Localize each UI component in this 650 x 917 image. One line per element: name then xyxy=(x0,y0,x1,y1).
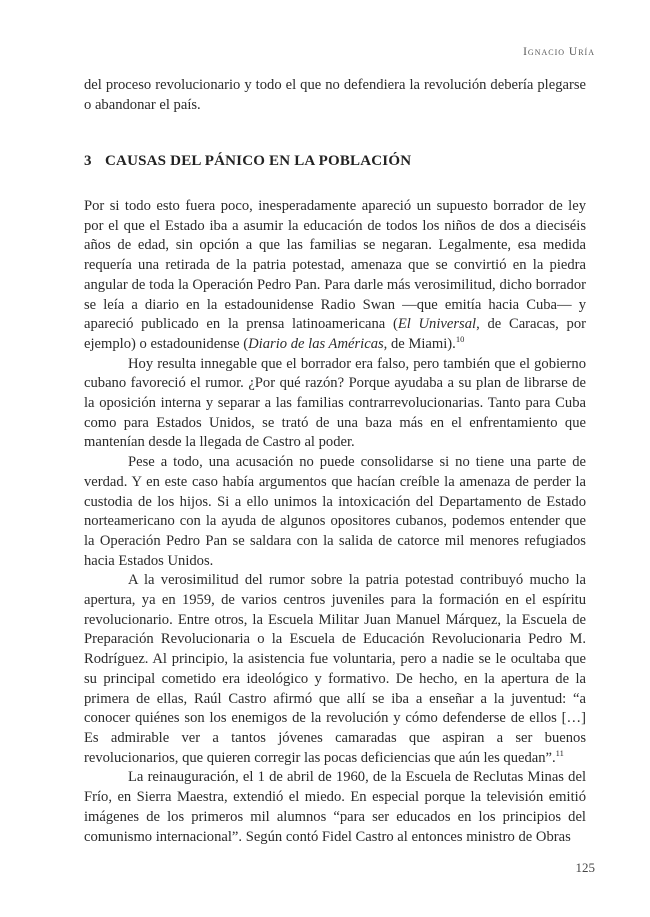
paragraph-2: Hoy resulta innegable que el borrador era falso, pero también que el gobierno cubano favoreció el rumor. ¿Por qué razón? Porque ayudaba a su plan de librarse de la oposición interna y separar a las familias contrarrevolucionarias. Tanto para Cuba como para Estados Unidos, se trató de una baza más en el enfrentamiento que mantenían desde la llegada de Castro al poder. xyxy=(84,355,586,451)
paragraph-text: Por si todo esto fuera poco, inesperadamente apareció un supuesto borrador de ley por el que el Estado iba a asumir la educación de todos los niños de dos a dieciséis años de edad, sin opción a que las familias se negaran. Legalmente, esa medida requería una retirada de la patria potestad, amenaza que se convirtió en la piedra angular de toda la Operación Pedro Pan. Para darle más verosimilitud, dicho borrador se leía a diario en la estadounidense Radio Swan —que emitía hacia Cuba— y apareció publicado en la prensa latinoamericana ( xyxy=(84,198,586,333)
paragraph-text: del proceso revolucionario y todo el que no defendiera la revolución debería plegarse o abandonar el país. xyxy=(84,77,586,113)
section-number: 3 xyxy=(84,153,92,169)
footnote-marker[interactable]: 11 xyxy=(555,747,564,758)
paragraph-text: , de Miami). xyxy=(383,335,456,352)
body-text xyxy=(84,197,586,847)
paragraph-4 xyxy=(84,571,586,768)
page-number: 125 xyxy=(575,860,595,875)
paragraph-3: Pese a todo, una acusación no puede consolidarse si no tiene una parte de verdad. Y en este caso había argumentos que hacían creíble la amenaza de perder la custodia de los hijos. Si a ello unimos la intoxicación del Departamento de Estado norteamericano con la ayuda de algunos opositores cubanos, podemos entender que la Operación Pedro Pan se saldara con la salida de catorce mil menores refugiados hacia Estados Unidos. xyxy=(84,454,586,569)
paragraph-text: A la verosimilitud del rumor sobre la patria potestad contribuyó mucho la apertura, ya en 1959, de varios centros juveniles para la formación en el espíritu revolucionario. Entre otros, la Escuela Militar Juan Manuel Márquez, la Escuela de Preparación Revolucionaria o la Escuela de Educación Revolucionaria Pedro M. Rodríguez. Al principio, la asistencia fue voluntaria, pero a nadie se le ocultaba que su principal cometido era ideológico y formativo. De hecho, en la apertura de la primera de ellas, Raúl Castro afirmó que allí se iba a enseñar a la juventud: “a conocer quiénes son los enemigos de la revolución y cómo defenderse de ellos […] Es admirable ver a tantos jóvenes camaradas que aspiran a ser buenos revolucionarios, que quieren corregir las pocas deficiencias que aún les quedan”. xyxy=(84,572,586,766)
section-heading xyxy=(84,153,411,170)
paragraph-5: La reinauguración, el 1 de abril de 1960, de la Escuela de Reclutas Minas del Frío, en Sierra Maestra, extendió el miedo. En especial porque la televisión emitió imágenes de los primeros mil alumnos “para ser educados en los principios del comunismo internacional”. Según contó Fidel Castro al entonces ministro de Obras xyxy=(84,769,586,845)
paragraph-1 xyxy=(84,197,586,355)
italic-title: El Universal xyxy=(397,316,477,333)
paragraph-continued xyxy=(84,76,586,115)
section-title: CAUSAS DEL PÁNICO EN LA POBLACIÓN xyxy=(105,153,412,169)
paragraph-text: , de Caracas, por ejemplo) o estadounidense ( xyxy=(84,316,586,352)
running-head: Ignacio Uría xyxy=(523,46,595,58)
footnote-marker[interactable]: 10 xyxy=(455,334,465,345)
italic-title: Diario de las Américas xyxy=(248,335,384,352)
